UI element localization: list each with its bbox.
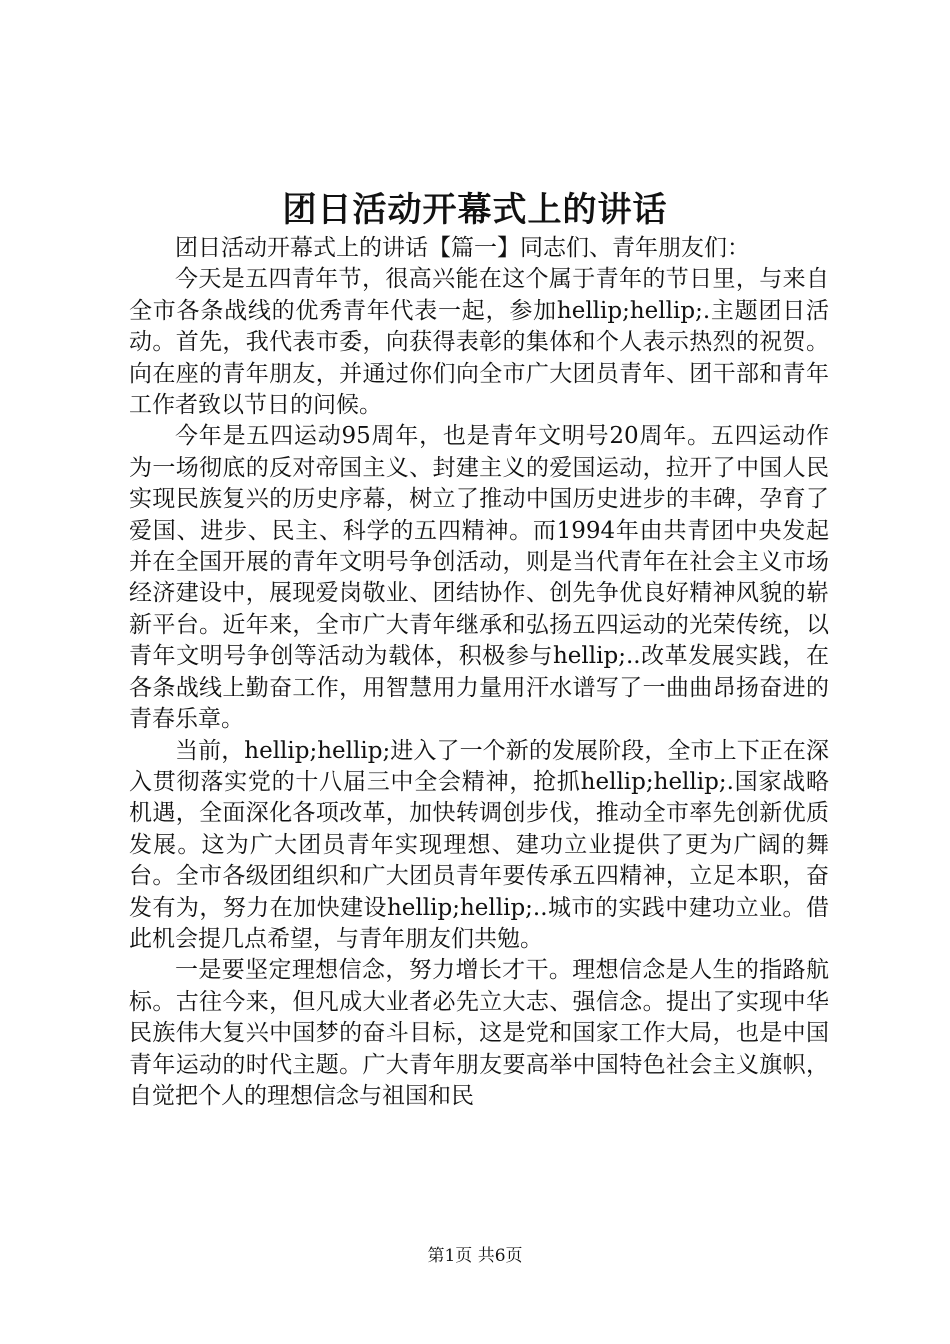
paragraph-4: 当前，hellip;hellip;进入了一个新的发展阶段，全市上下正在深入贯彻落实党的十八届三中全会精神，抢抓hellip;hellip;.国家战略机遇，全面深化各项改革，加快转调创步伐，推动全市率先创新优质发展。这为广大团员青年实现理想、建功立业提供了更为广阔的舞台。全市各级团组织和广大团员青年要传承五四精神，立足本职，奋发有为，努力在加快建设hellip;hellip;..城市的实践中建功立业。借此机会提几点希望，与青年朋友们共勉。: [129, 737, 829, 952]
paragraph-1: 团日活动开幕式上的讲话【篇一】同志们、青年朋友们：: [175, 235, 750, 261]
paragraph-5: 一是要坚定理想信念，努力增长才干。理想信念是人生的指路航标。古往今来，但凡成大业者必先立大志、强信念。提出了实现中华民族伟大复兴中国梦的奋斗目标，这是党和国家工作大局，也是中国青年运动的时代主题。广大青年朋友要高举中国特色社会主义旗帜，自觉把个人的理想信念与祖国和民: [129, 957, 829, 1109]
paragraph-2: 今天是五四青年节，很高兴能在这个属于青年的节日里，与来自全市各条战线的优秀青年代表一起，参加hellip;hellip;.主题团日活动。首先，我代表市委，向获得表彰的集体和个人表示热烈的祝贺。向在座的青年朋友，并通过你们向全市广大团员青年、团干部和青年工作者致以节日的问候。: [129, 266, 829, 419]
paragraph-3: 今年是五四运动95周年，也是青年文明号20周年。五四运动作为一场彻底的反对帝国主义、封建主义的爱国运动，拉开了中国人民实现民族复兴的历史序幕，树立了推动中国历史进步的丰碑，孕育了爱国、进步、民主、科学的五四精神。而1994年由共青团中央发起并在全国开展的青年文明号争创活动，则是当代青年在社会主义市场经济建设中，展现爱岗敬业、团结协作、创先争优良好精神风貌的崭新平台。近年来，全市广大青年继承和弘扬五四运动的光荣传统，以青年文明号争创等活动为载体，积极参与hellip;..改革发展实践，在各条战线上勤奋工作，用智慧用力量用汗水谱写了一曲曲昂扬奋进的青春乐章。: [129, 423, 829, 733]
document-title: 团日活动开幕式上的讲话: [282, 190, 668, 230]
page-number-footer: 第1页 共6页: [427, 1246, 523, 1266]
document-body: [129, 233, 829, 1112]
